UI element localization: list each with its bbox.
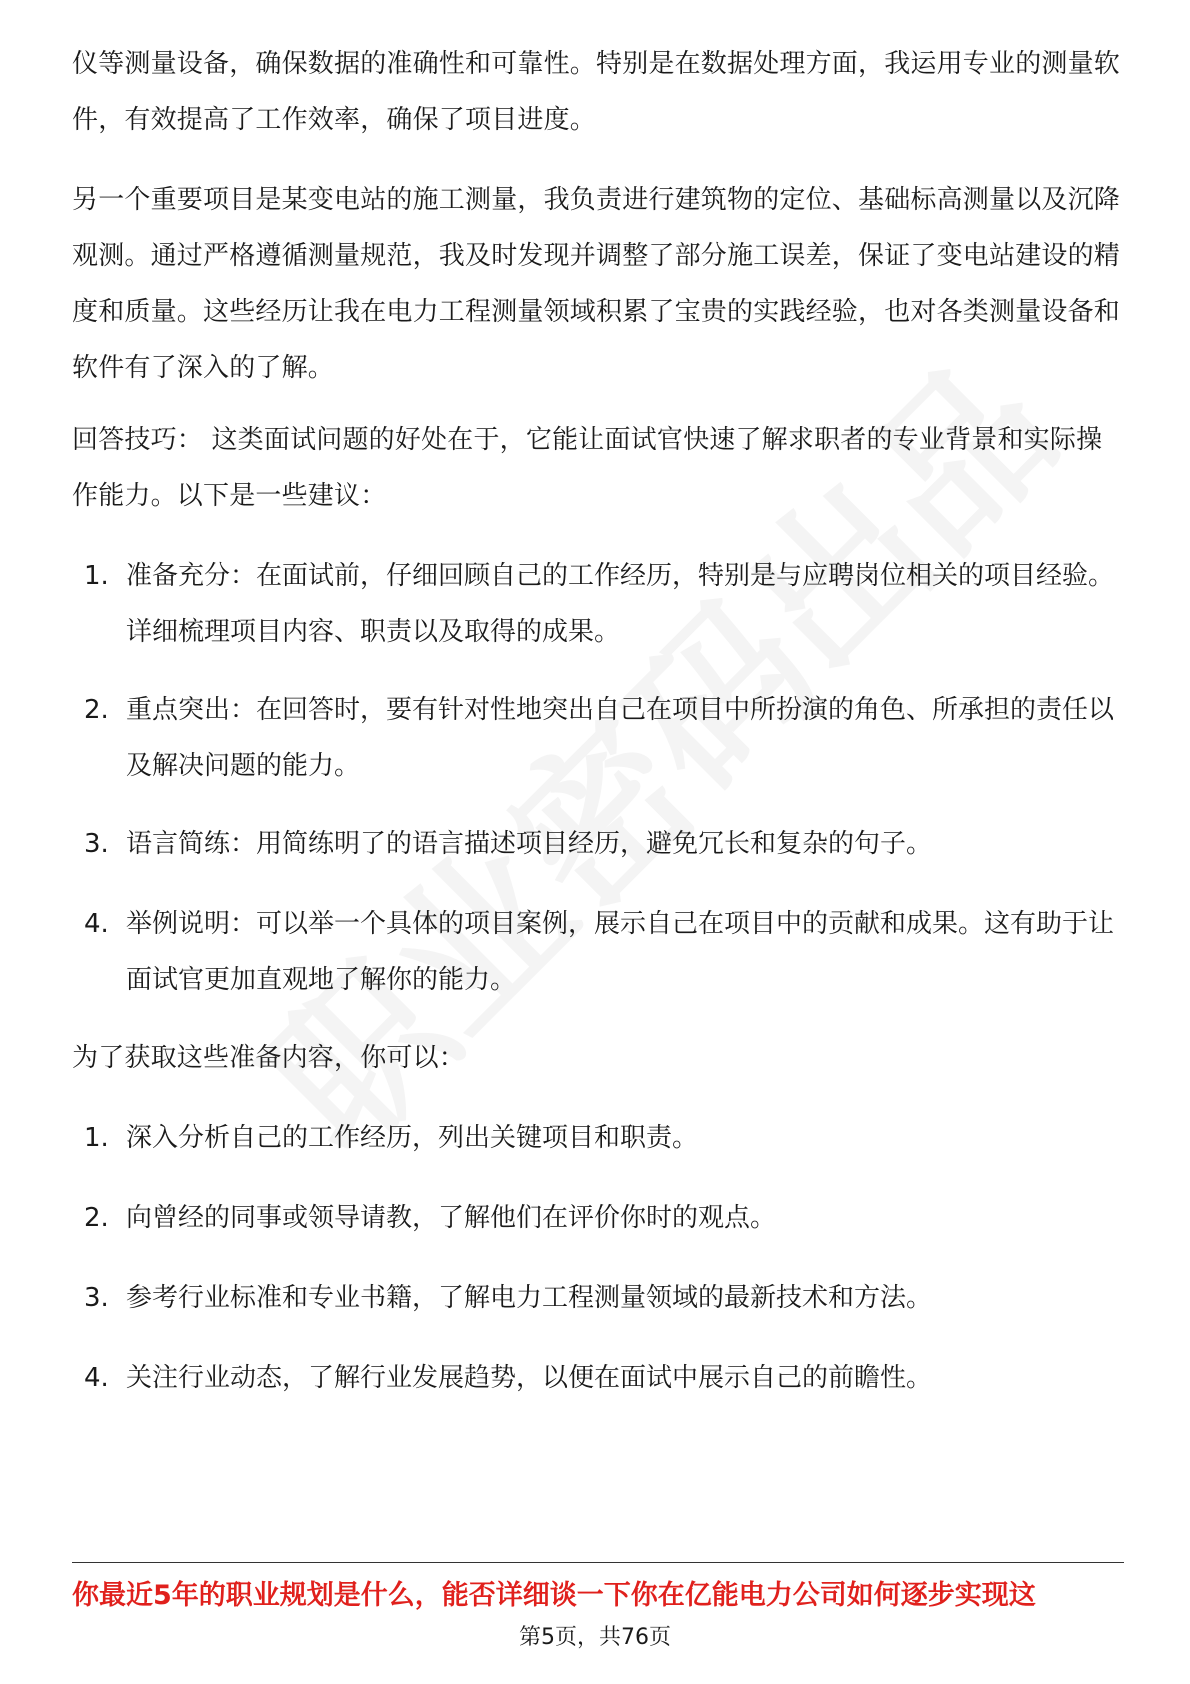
prep-item-3	[72, 1270, 1124, 1326]
list-number: 1.	[84, 1123, 109, 1153]
list-text: 参考行业标准和专业书籍，了解电力工程测量领域的最新技术和方法。	[126, 1283, 933, 1313]
paragraph-2: 另一个重要项目是某变电站的施工测量，我负责进行建筑物的定位、基础标高测量以及沉降观测。通过严格遵循测量规范，我及时发现并调整了部分施工误差，保证了变电站建设的精度和质量。这些经历让我在电力工程测量领域积累了宝贵的实践经验，也对各类测量设备和软件有了深入的了解。	[72, 185, 1121, 383]
list-text: 举例说明：可以举一个具体的项目案例，展示自己在项目中的贡献和成果。这有助于让面试官更加直观地了解你的能力。	[126, 909, 1115, 995]
list-text: 向曾经的同事或领导请教，了解他们在评价你时的观点。	[126, 1203, 777, 1233]
list-text: 关注行业动态，了解行业发展趋势，以便在面试中展示自己的前瞻性。	[126, 1363, 933, 1393]
prep-item-2	[72, 1190, 1124, 1246]
prep-intro: 为了获取这些准备内容，你可以：	[72, 1043, 466, 1073]
tip-item-1	[72, 548, 1124, 660]
list-number: 3.	[84, 1283, 109, 1313]
list-text: 语言简练：用简练明了的语言描述项目经历，避免冗长和复杂的句子。	[126, 829, 933, 859]
paragraph-1: 仪等测量设备，确保数据的准确性和可靠性。特别是在数据处理方面，我运用专业的测量软件，有效提高了工作效率，确保了项目进度。	[72, 49, 1121, 135]
list-text: 深入分析自己的工作经历，列出关键项目和职责。	[126, 1123, 699, 1153]
list-number: 4.	[84, 909, 109, 939]
answer-tips-intro: 回答技巧： 这类面试问题的好处在于，它能让面试官快速了解求职者的专业背景和实际操作能力。以下是一些建议：	[72, 425, 1103, 511]
prep-item-4	[72, 1350, 1124, 1406]
list-number: 4.	[84, 1363, 109, 1393]
tip-item-2	[72, 682, 1124, 794]
list-number: 3.	[84, 829, 109, 859]
tip-item-3	[72, 816, 1124, 872]
next-question-heading: 你最近5年的职业规划是什么，能否详细谈一下你在亿能电力公司如何逐步实现这	[72, 1580, 1036, 1611]
list-number: 2.	[84, 1203, 109, 1233]
prep-item-1	[72, 1110, 1124, 1166]
divider	[72, 1562, 1124, 1563]
tip-item-4	[72, 896, 1124, 1008]
list-text: 重点突出：在回答时，要有针对性地突出自己在项目中所扮演的角色、所承担的责任以及解决问题的能力。	[126, 695, 1115, 781]
page-number: 第5页，共76页	[519, 1625, 671, 1650]
list-text: 准备充分：在面试前，仔细回顾自己的工作经历，特别是与应聘岗位相关的项目经验。详细梳理项目内容、职责以及取得的成果。	[126, 561, 1115, 647]
list-number: 2.	[84, 695, 109, 725]
list-number: 1.	[84, 561, 109, 591]
